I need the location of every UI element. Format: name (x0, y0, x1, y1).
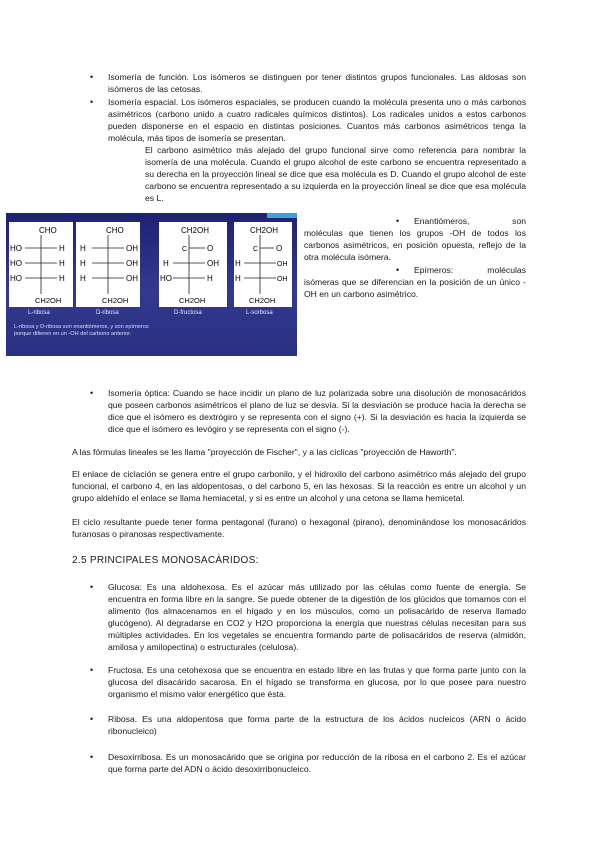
epimeros-text: Epímeros: moléculas isómeras que se diferencian en la posición de un único -OH en un carbono asimétrico. (304, 265, 526, 299)
carbono-referencia-text: El carbono asimétrico más alejado del grupo funcional sirve como referencia para nombrar la isomería de una molécula. Cuando el grupo alcohol de este carbono se encuentra representado a su derecha en la proyección lineal se dice que esa molécula es D. Cuando el grupo alcohol de este carbono se encuentra representado a su izquierda en la proyección lineal se dice que esa molécula es L. (145, 145, 526, 203)
group-right: O (207, 244, 214, 253)
group-left: HO (10, 259, 22, 268)
group-left: HO (160, 274, 172, 283)
caption-l-ribosa: L-ribosa (28, 310, 50, 316)
caption-l-sorbosa: L-sorbosa (246, 310, 273, 316)
group-right: H (59, 244, 65, 253)
bullet-dot: • (90, 582, 94, 592)
group-left: HO (10, 274, 22, 283)
group-right: H (59, 274, 65, 283)
molecule-card (234, 222, 292, 307)
isomeria-espacial-text: Isomería espacial. Los isómeros espaciales, se producen cuando la molécula presenta uno o más carbonos asimétricos (carbono unido a cuatro radicales químicos distintos). Los radicales unidos a estos carbonos pueden disponerse en el espacio en distintas posiciones. Cuantos más carbonos asimétricos tenga la molécula, más tipos de isomería se presentan. (108, 97, 526, 143)
bullet-dot: • (90, 97, 94, 107)
group-right: OH (126, 274, 138, 283)
molecule-card (76, 222, 140, 307)
group-left: H (163, 259, 169, 268)
isomeria-optica-text: Isomería óptica: Cuando se hace incidir un plano de luz polarizada sobre una disolución de monosacáridos que poseen carbonos asimétricos el plano de luz se desvía. Si la desviación se produce hacia la derecha se dice que el isómero es dextrógiro y se representa con el signo (+). Si la desviación es hacia la izquierda se dice que el isómero es levógiro y se representa con el signo (-). (108, 388, 526, 434)
group-left: H (235, 259, 241, 268)
molecule-top: CH2OH (181, 226, 210, 235)
group-right: OH (207, 259, 219, 268)
l-ribosa-structure (9, 222, 73, 307)
figure-accent (267, 213, 297, 218)
bullet-dot: • (90, 714, 94, 724)
carbon-label: C (253, 246, 259, 253)
carbon-label: C (182, 246, 188, 253)
desoxirribosa-text: Desoxirribosa. Es un monosacárido que se origina por reducción de la ribosa en el carbono 2. Es el azúcar que forma parte del ADN o ácido desoxirribonucleico. (108, 752, 526, 774)
group-right: OH (126, 259, 138, 268)
bullet-dot: • (90, 72, 94, 82)
enlace-text: El enlace de ciclación se genera entre el grupo carbonilo, y el hidroxilo del carbono asimétrico más alejado del grupo funcional, el carbono 4, en las aldopentosas, o del carbono 5, en las hexosas. Si la reacción es entre un alcohol y un grupo aldehído el enlace se llama hemiacetal, y si es entre un alcohol y una cetona se llama hemicetal. (72, 469, 526, 503)
group-right: OH (277, 261, 288, 268)
group-right: OH (126, 244, 138, 253)
group-right: H (59, 259, 65, 268)
ciclo-text: El ciclo resultante puede tener forma pentagonal (furano) o hexagonal (pirano), denominándose los monosacáridos furanosas o piranosas respectivamente. (72, 517, 526, 539)
molecule-bottom: CH2OH (35, 296, 62, 305)
group-left: H (80, 274, 86, 283)
bullet-dot: • (90, 752, 94, 762)
section-title: 2.5 PRINCIPALES MONOSACÁRIDOS: (72, 555, 259, 566)
molecule-bottom: CH2OH (249, 296, 276, 305)
caption-d-ribosa: D-ribosa (96, 310, 119, 316)
group-left: H (80, 244, 86, 253)
group-right: OH (277, 276, 288, 283)
molecule-bottom: CH2OH (102, 296, 129, 305)
group-right: H (207, 274, 213, 283)
molecule-bottom: CH2OH (179, 296, 206, 305)
glucosa-text: Glucosa: Es una aldohexosa. Es el azúcar más utilizado por las células como fuente de energía. Se encuentra en forma libre en la sangre. Se puede obtener de la digestión de los glúcidos que tomamos con el alimento (los almacenamos en el hígado y en los músculos, como un polisacárido de reserva llamado glucógeno). Al degradarse en CO2 y H2O proporciona la energía que nuestras células necesitan para sus múltiples actividades. En los vegetales se encuentra formando parte de polisacáridos de reserva (almidón, amilosa y amilopectina) o estructurales (celulosa). (108, 582, 526, 652)
group-left: H (80, 259, 86, 268)
isomers-figure (6, 213, 297, 356)
l-sorbosa-structure (234, 222, 292, 307)
formulas-text: A las fórmulas lineales se les llama "proyección de Fischer", y a las cíclicas "proyección de Haworth". (72, 447, 457, 457)
molecule-card (9, 222, 73, 307)
molecule-top: CHO (39, 226, 57, 235)
molecule-card (159, 222, 227, 307)
group-right: O (276, 244, 283, 253)
molecule-top: CHO (106, 226, 124, 235)
bullet-dot: • (396, 216, 400, 226)
figure-caption-text: L-ribosa y D-ribosa son enantiómeros, y son epímeros porque difieren en un -OH del carbono anterior. (14, 324, 149, 338)
group-left: HO (10, 244, 22, 253)
caption-d-fructosa: D-fructosa (174, 310, 202, 316)
molecule-top: CH2OH (250, 226, 279, 235)
d-fructosa-structure (159, 222, 227, 307)
group-left: H (235, 274, 241, 283)
ribosa-text: Ribosa. Es una aldopentosa que forma parte de la estructura de los ácidos nucleicos (ARN o ácido ribonucleico) (108, 714, 526, 736)
d-ribosa-structure (76, 222, 140, 307)
isomeria-funcion-text: Isomería de función. Los isómeros se distinguen por tener distintos grupos funcionales. Las aldosas son isómeros de las cetosas. (108, 72, 526, 94)
fructosa-text: Fructosa. Es una cetohexosa que se encuentra en estado libre en las frutas y que forma parte junto con la glucosa del disacárido sacarosa. En el hígado se transforma en glucosa, por lo que posee para nuestro organismo el mismo valor energético que ésta. (108, 665, 526, 699)
bullet-dot: • (90, 388, 94, 398)
bullet-dot: • (90, 665, 94, 675)
bullet-dot: • (396, 265, 400, 275)
enantiomeros-text: Enantiómeros, son moléculas que tienen los grupos -OH de todos los carbonos asimétricos, en posición opuesta, reflejo de la otra molécula isómera. (304, 216, 526, 262)
